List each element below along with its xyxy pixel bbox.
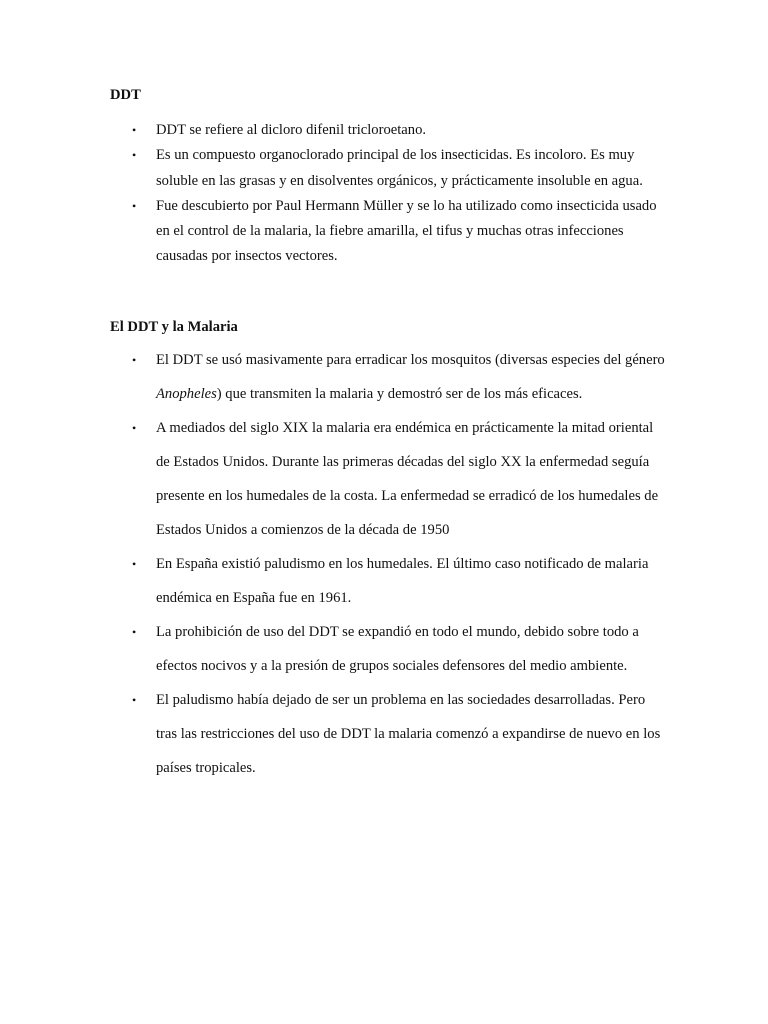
bullet-icon: • bbox=[132, 625, 137, 639]
ddt-bullet-list bbox=[0, 118, 768, 270]
list-item-text: El paludismo había dejado de ser un problema en las sociedades desarrolladas. Pero tras las restricciones del uso de DDT la malaria comenzó a expandirse de nuevo en los países tropicales. bbox=[156, 692, 661, 776]
list-item bbox=[0, 411, 768, 547]
list-item bbox=[0, 118, 768, 143]
list-item-text: La prohibición de uso del DDT se expandió en todo el mundo, debido sobre todo a efectos nocivos y a la presión de grupos sociales defensores del medio ambiente. bbox=[156, 624, 639, 674]
malaria-bullet-list bbox=[0, 343, 768, 785]
bullet-icon: • bbox=[132, 148, 137, 163]
bullet-icon: • bbox=[132, 557, 137, 571]
bullet-icon: • bbox=[132, 198, 137, 213]
list-item-text bbox=[156, 343, 668, 411]
bullet-icon: • bbox=[132, 693, 137, 707]
list-item bbox=[0, 615, 768, 683]
list-item-text: Fue descubierto por Paul Hermann Müller y se lo ha utilizado como insecticida usado en el control de la malaria, la fiebre amarilla, el tifus y muchas otras infecciones causadas por insectos vectores. bbox=[156, 197, 657, 265]
list-item-text: A mediados del siglo XIX la malaria era endémica en prácticamente la mitad oriental de Estados Unidos. Durante las primeras décadas del siglo XX la enfermedad seguía presente en los humedales de la costa. La enfermedad se erradicó de los humedales de Estados Unidos a comienzos de la década de 1950 bbox=[156, 420, 659, 538]
list-item bbox=[0, 143, 768, 194]
list-item-text: DDT se refiere al dicloro difenil tricloroetano. bbox=[156, 122, 427, 138]
list-item-text-part: El DDT se usó masivamente para erradicar los mosquitos (diversas especies del género bbox=[156, 352, 665, 368]
list-item-text-part: ) que transmiten la malaria y demostró ser de los más eficaces. bbox=[216, 386, 583, 402]
section-heading-ddt: DDT bbox=[110, 87, 141, 103]
list-item bbox=[0, 194, 768, 270]
list-item bbox=[0, 683, 768, 785]
bullet-icon: • bbox=[132, 421, 137, 435]
bullet-icon: • bbox=[132, 123, 137, 137]
list-item-text: Es un compuesto organoclorado principal de los insecticidas. Es incoloro. Es muy soluble en las grasas y en disolventes orgánicos, y prácticamente insoluble en agua. bbox=[156, 147, 643, 189]
genus-name: Anopheles bbox=[156, 386, 217, 402]
list-item bbox=[0, 547, 768, 615]
bullet-icon: • bbox=[132, 353, 137, 367]
list-item-text: En España existió paludismo en los humedales. El último caso notificado de malaria endémica en España fue en 1961. bbox=[156, 556, 649, 606]
list-item bbox=[0, 343, 768, 411]
section-heading-ddt-malaria: El DDT y la Malaria bbox=[110, 319, 238, 335]
